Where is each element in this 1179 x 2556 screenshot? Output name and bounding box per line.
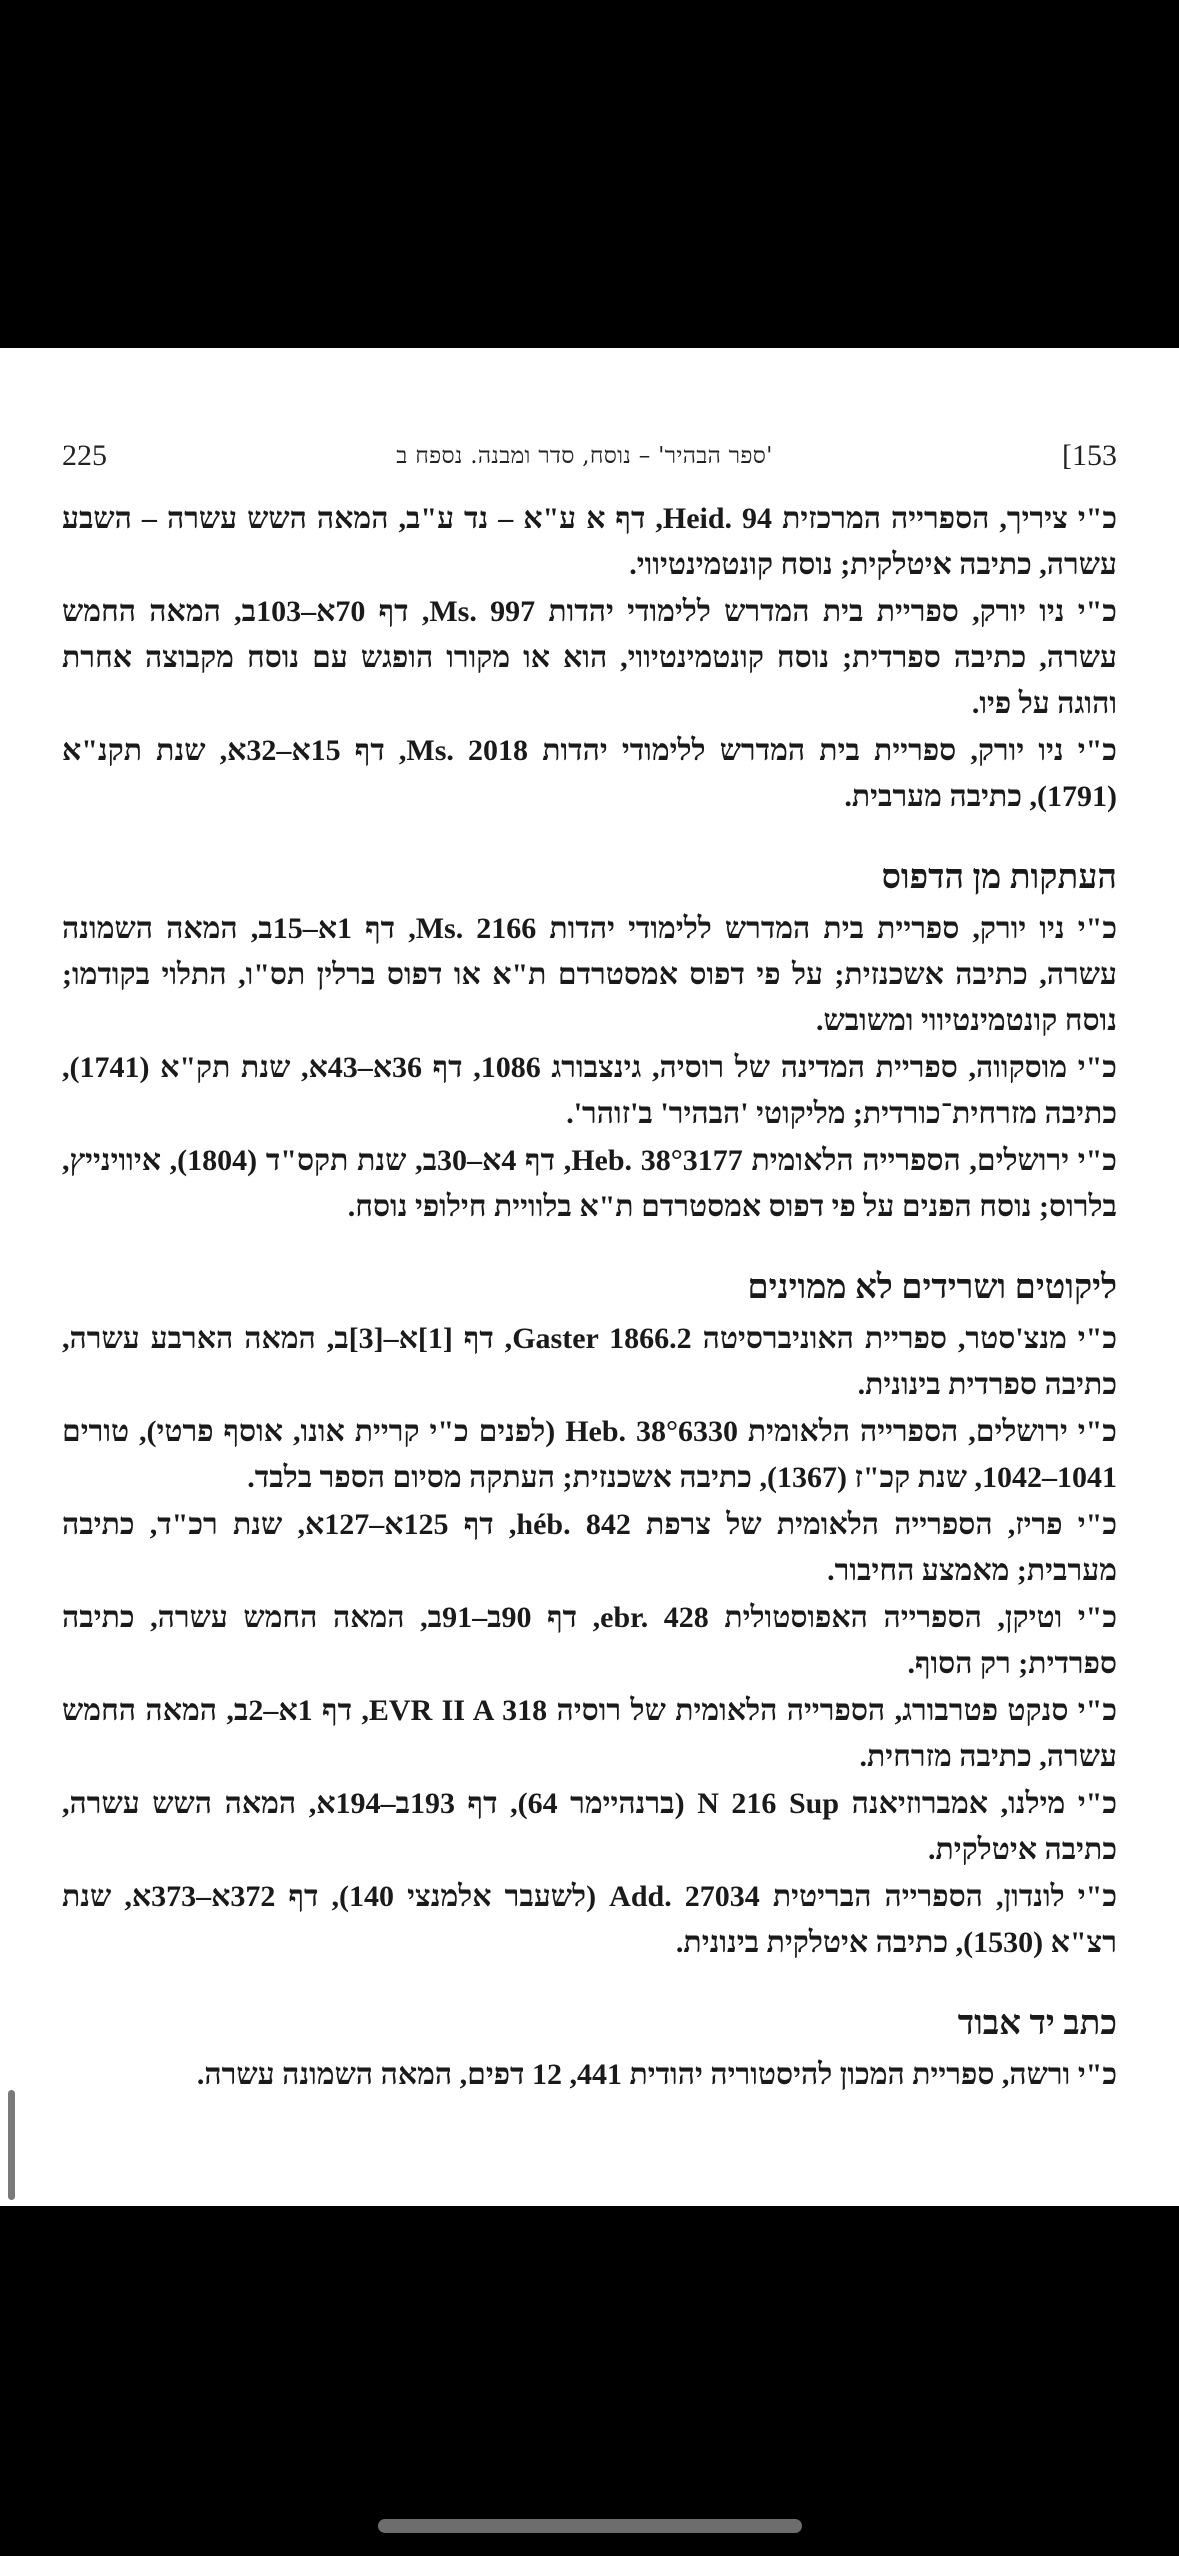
section-title: כתב יד אבוד xyxy=(957,2005,1117,2042)
section-unsorted-fragments xyxy=(62,1264,1117,1966)
scroll-indicator[interactable] xyxy=(8,2090,15,2200)
page-content xyxy=(62,496,1117,2099)
section-lost-manuscript xyxy=(62,2000,1117,2098)
manuscript-entry: כ"י מנצ'סטר, ספריית האוניברסיטה Gaster 1866.2, דף [1]א–[3]ב, המאה הארבע עשרה, כתיבה ספרדית בינונית. xyxy=(62,1322,1117,1401)
manuscript-entry: כ"י ניו יורק, ספריית בית המדרש ללימודי יהדות Ms. 2166, דף 1א–15ב, המאה השמונה עשרה, כתיבה אשכנזית; על פי דפוס אמסטרדם ת"א או דפוס ברלין תס"ו, התלוי בקודמו; נוסח קונטמינטיווי ומשובש. xyxy=(62,912,1117,1037)
manuscript-entry: כ"י מילנו, אמברוזיאנה N 216 Sup (ברנהיימר 64), דף 193ב–194א, המאה השש עשרה, כתיבה איטלקית. xyxy=(62,1787,1118,1866)
manuscript-entry: כ"י וטיקן, הספרייה האפוסטולית ebr. 428, דף 90ב–91ב, המאה החמש עשרה, כתיבה ספרדית; רק הסוף. xyxy=(62,1601,1117,1680)
running-head xyxy=(62,434,1117,478)
manuscript-entry: כ"י סנקט פטרבורג, הספרייה הלאומית של רוסיה EVR II A 318, דף 1א–2ב, המאה החמש עשרה, כתיבה מזרחית. xyxy=(62,1694,1117,1773)
running-title: 'ספר הבהיר' – נוסח, סדר ומבנה. נספח ב xyxy=(396,443,773,469)
section-print-copies xyxy=(62,854,1117,1230)
home-indicator[interactable] xyxy=(378,2519,802,2533)
manuscript-entry: כ"י ציריך, הספרייה המרכזית Heid. 94, דף א ע"א – נד ע"ב, המאה השש עשרה – השבע עשרה, כתיבה איטלקית; נוסח קונטמינטיווי. xyxy=(62,502,1118,581)
manuscript-entry: כ"י ירושלים, הספרייה הלאומית Heb. 38°3177, דף 4א–30ב, שנת תקס"ד (1804), איווינייץ, בלרוס; נוסח הפנים על פי דפוס אמסטרדם ת"א בלוויית חילופי נוסח. xyxy=(62,1144,1117,1223)
entry-number: [153 xyxy=(1061,439,1117,472)
manuscript-entry: כ"י ורשה, ספריית המכון להיסטוריה יהודית 441, 12 דפים, המאה השמונה עשרה. xyxy=(196,2058,1117,2091)
page-number: 225 xyxy=(62,439,107,472)
section-title: העתקות מן הדפוס xyxy=(881,859,1117,896)
manuscript-entry: כ"י ירושלים, הספרייה הלאומית Heb. 38°6330 (לפנים כ"י קריית אונו, אוסף פרטי), טורים 1041–1042, שנת קכ"ז (1367), כתיבה אשכנזית; העתקה מסיום הספר בלבד. xyxy=(62,1415,1117,1494)
manuscript-entry: כ"י ניו יורק, ספריית בית המדרש ללימודי יהדות Ms. 2018, דף 15א–32א, שנת תקנ"א (1791), כתיבה מערבית. xyxy=(62,734,1117,813)
manuscript-entry: כ"י ניו יורק, ספריית בית המדרש ללימודי יהדות Ms. 997, דף 70א–103ב, המאה החמש עשרה, כתיבה ספרדית; נוסח קונטמינטיווי, הוא או מקורו הופגש עם נוסח מקבוצה אחרת והוגה על פיו. xyxy=(62,595,1117,720)
manuscript-entry: כ"י מוסקווה, ספריית המדינה של רוסיה, גינצבורג 1086, דף 36א–43א, שנת תק"א (1741), כתיבה מזרחית־כורדית; מליקוטי 'הבהיר' ב'זוהר'. xyxy=(62,1051,1117,1130)
manuscript-entry: כ"י פריז, הספרייה הלאומית של צרפת héb. 842, דף 125א–127א, שנת רכ"ד, כתיבה מערבית; מאמצע החיבור. xyxy=(62,1508,1117,1587)
book-page xyxy=(0,348,1179,2206)
section-title: ליקוטים ושרידים לא ממוינים xyxy=(747,1269,1117,1306)
manuscript-entry: כ"י לונדון, הספרייה הבריטית Add. 27034 (לשעבר אלמנצי 140), דף 372א–373א, שנת רצ"א (1530), כתיבה איטלקית בינונית. xyxy=(62,1880,1117,1959)
